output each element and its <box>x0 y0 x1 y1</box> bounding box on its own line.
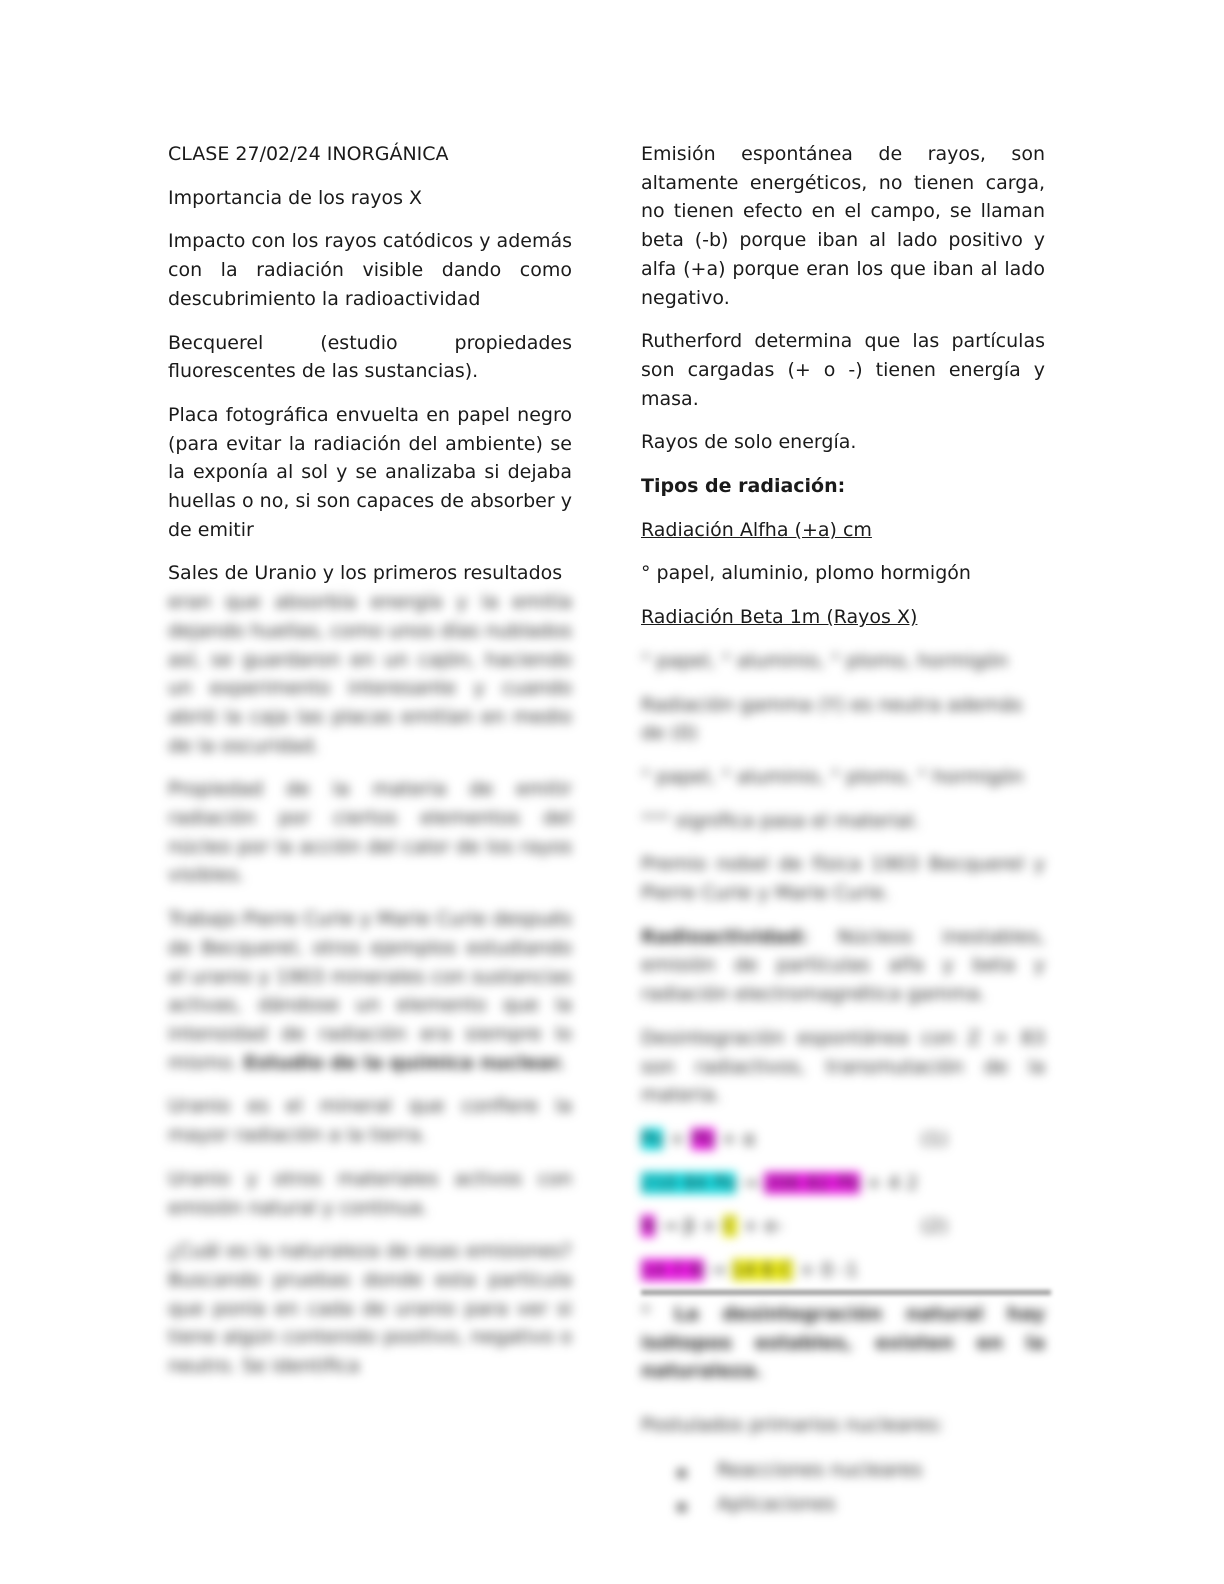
document-title: CLASE 27/02/24 INORGÁNICA <box>168 143 449 165</box>
summary-paragraph-blurred: ° La desintegración natural hay isótopos estables, existen en la naturaleza. <box>641 1302 1045 1383</box>
left-column <box>168 140 572 1396</box>
paragraph-sales-uranio-blurred: eran que absorbía energía y la emitía dejando huellas, como unos días nublados así, se guardaron en un cajón, haciendo un experimento interesante y cuando abrió la caja las placas emitían en medio de la oscuridad. <box>168 591 572 757</box>
heading-radiacion-beta: Radiación Beta 1m (Rayos X) <box>641 606 918 629</box>
paragraph-uranio-mineral-blurred: Uranio es el mineral que confiere la mayor radiación a la tierra. <box>168 1095 572 1147</box>
list-item: ■ Reacciones nucleares <box>677 1455 1045 1489</box>
list-item: ■ Aplicaciones <box>677 1489 1045 1523</box>
section-divider <box>641 1290 1051 1295</box>
heading-radiacion-alfa: Radiación Alfha (+a) cm <box>641 518 872 541</box>
paragraph-impacto: Impacto con los rayos catódicos y además con la radiación visible dando como descubrimiento la radioactividad <box>168 230 572 310</box>
paragraph-naturaleza-blurred: ¿Cuál es la naturaleza de esas emisiones? Buscando pruebas donde esta partícula que ponía en cada de uranio para ver si tiene algún contenido positivo, negativo o neutro. Se identifica <box>168 1240 572 1378</box>
radioactividad-paragraph-blurred: Radioactividad: Núcleos inestables, emisión de partículas alfa y beta y radiación electromagnética gamma. <box>641 925 1046 1006</box>
paragraph-placa: Placa fotográfica envuelta en papel negro (para evitar la radiación del ambiente) se la exponía al sol y se analizaba si dejaba huellas o no, si son capaces de absorber y de emitir <box>168 403 572 541</box>
paragraph-uranio-emision-blurred: Uranio y otros materiales activos con emisión natural y continua. <box>168 1167 572 1219</box>
postulados-heading-blurred: Postulados primarios nucleares: <box>641 1413 944 1436</box>
desintegracion-paragraph-blurred: Desintegración espontánea con Z > 83 son radiactivos, transmutación de la materia. <box>641 1026 1045 1107</box>
paragraph-curie-blurred: Trabajo Pierre Curie y Marie Curie después de Becquerel, otros ejemplos estudiando el uranio y 1903 minerales con sustancias activas, dándose un elemento que la intensidad de radiación era siempre lo mismo. Estudio de la química nuclear. <box>168 908 572 1074</box>
equation-1: Po + Pb + α (1) <box>641 1127 948 1150</box>
paragraph-emision: Emisión espontánea de rayos, son altamente energéticos, no tienen carga, no tienen efecto en el campo, se llaman beta (-b) porque iban al lado positivo y alfa (+a) porque eran los que iban al lado negativo. <box>641 143 1045 309</box>
right-column <box>641 140 1045 1523</box>
paragraph-sales-uranio: Sales de Uranio y los primeros resultados <box>168 562 563 585</box>
nobel-paragraph-blurred: Premio nobel de física 1903 Becquerel y Pierre Curie y Marie Curie. <box>641 853 1045 905</box>
equation-2: 210 84 Po → 206 82 Pb + 4 2 <box>641 1171 919 1194</box>
alfa-penetration-list: ° papel, aluminio, plomo hormigón <box>641 562 971 585</box>
paragraph-propiedad-blurred: Propiedad de la materia de emitir radiación por ciertos elementos del núcleo por la acción del calor de los rayos visibles. <box>168 778 572 887</box>
note-blurred: °°° significa pasa el material. <box>641 809 920 832</box>
equation-3: N → β + C + e- (2) <box>641 1215 948 1238</box>
beta-penetration-list-blurred: ° papel, ° aluminio, ° plomo, hormigón <box>641 649 1009 672</box>
postulados-list-blurred <box>641 1455 1045 1523</box>
gamma-penetration-list-blurred: ° papel, ° aluminio, ° plomo, ° hormigón <box>641 765 1024 788</box>
paragraph-solo-energia: Rayos de solo energía. <box>641 431 857 454</box>
heading-tipos-radiacion: Tipos de radiación: <box>641 475 846 498</box>
paragraph-rayos-x: Importancia de los rayos X <box>168 186 423 209</box>
gamma-heading-blurred: Radiación gamma (Y) es neutra además de (0) <box>641 693 1023 745</box>
paragraph-becquerel: Becquerel (estudio propiedades fluorescentes de las sustancias). <box>168 331 572 383</box>
equation-4: 14 7 N → 14 6 C + 0 -1 <box>641 1259 859 1282</box>
paragraph-rutherford: Rutherford determina que las partículas son cargadas (+ o -) tienen energía y masa. <box>641 330 1045 410</box>
